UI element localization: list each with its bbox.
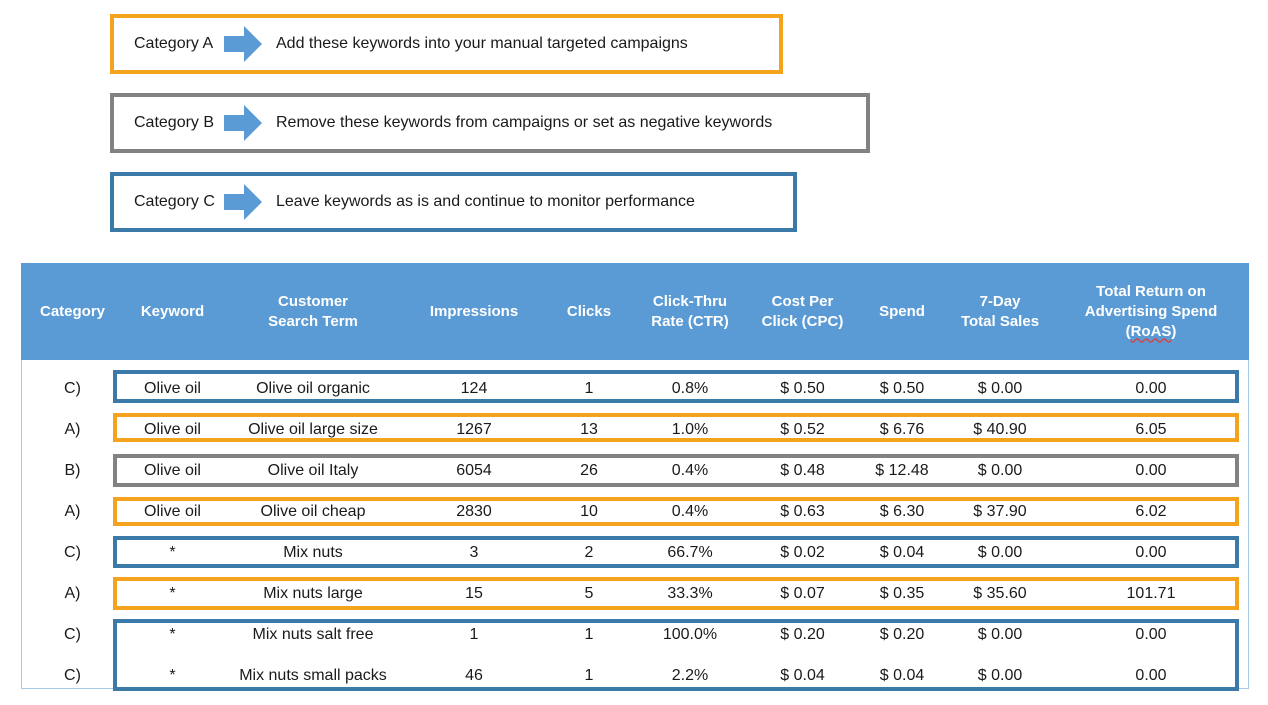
cell-sales: $ 0.00 [977, 544, 1023, 561]
cell-search-term: Mix nuts large [263, 585, 363, 602]
cell-sales: $ 35.60 [973, 585, 1027, 602]
cell-cpc: $ 0.63 [780, 503, 825, 520]
cell-clicks: 1 [584, 667, 594, 684]
header-keyword: Keyword [140, 302, 205, 320]
cell-category: A) [64, 503, 81, 520]
header-ctr: Click-Thru Rate (CTR) [651, 292, 729, 330]
cell-sales: $ 40.90 [973, 421, 1027, 438]
cell-category: C) [64, 626, 81, 643]
cell-roas: 0.00 [1135, 667, 1167, 684]
cell-sales: $ 0.00 [977, 380, 1023, 397]
table-row [21, 457, 1249, 485]
right-arrow-icon [224, 26, 262, 62]
cell-spend: $ 6.30 [879, 503, 925, 520]
cell-keyword: Olive oil [144, 462, 201, 479]
cell-clicks: 2 [584, 544, 594, 561]
cell-ctr: 66.7% [667, 544, 713, 561]
cell-ctr: 33.3% [667, 585, 713, 602]
cell-impressions: 46 [465, 667, 483, 684]
table-row [21, 662, 1249, 690]
cell-spend: $ 0.04 [879, 544, 925, 561]
header-roas-suffix: ) [1171, 322, 1177, 340]
cell-spend: $ 6.76 [879, 421, 925, 438]
cell-category: C) [64, 667, 81, 684]
header-impressions: Impressions [429, 302, 519, 320]
cell-spend: $ 0.20 [879, 626, 925, 643]
cell-sales: $ 0.00 [977, 462, 1023, 479]
cell-cpc: $ 0.52 [780, 421, 825, 438]
table-header [21, 263, 1249, 360]
table-row [21, 498, 1249, 526]
table-row [21, 580, 1249, 608]
cell-keyword: * [169, 667, 176, 684]
cell-sales: $ 37.90 [973, 503, 1027, 520]
cell-ctr: 1.0% [671, 421, 709, 438]
header-search-term: Customer Search Term [268, 292, 358, 330]
cell-cpc: $ 0.20 [780, 626, 825, 643]
cell-search-term: Olive oil cheap [260, 503, 366, 520]
legend-category-label: Category C [134, 193, 215, 210]
cell-cpc: $ 0.48 [780, 462, 825, 479]
table-row [21, 375, 1249, 403]
legend-category-label: Category A [134, 35, 214, 52]
cell-clicks: 1 [584, 626, 594, 643]
cell-keyword: * [169, 585, 176, 602]
cell-roas: 101.71 [1126, 585, 1176, 602]
table-row [21, 539, 1249, 567]
cell-ctr: 2.2% [671, 667, 709, 684]
header-clicks: Clicks [566, 302, 612, 320]
cell-sales: $ 0.00 [977, 626, 1023, 643]
cell-keyword: Olive oil [144, 503, 201, 520]
cell-spend: $ 0.35 [879, 585, 925, 602]
cell-ctr: 0.4% [671, 503, 709, 520]
cell-category: A) [64, 421, 81, 438]
cell-keyword: Olive oil [144, 421, 201, 438]
cell-roas: 0.00 [1135, 626, 1167, 643]
header-roas [1056, 263, 1246, 360]
legend-category-label: Category B [134, 114, 215, 131]
cell-clicks: 5 [584, 585, 594, 602]
cell-cpc: $ 0.02 [780, 544, 825, 561]
cell-search-term: Olive oil Italy [267, 462, 359, 479]
cell-keyword: * [169, 544, 176, 561]
cell-search-term: Mix nuts [283, 544, 343, 561]
cell-search-term: Olive oil organic [256, 380, 370, 397]
cell-clicks: 1 [584, 380, 594, 397]
cell-ctr: 0.4% [671, 462, 709, 479]
cell-search-term: Mix nuts small packs [239, 667, 387, 684]
cell-category: B) [64, 462, 81, 479]
cell-impressions: 1267 [456, 421, 492, 438]
cell-sales: $ 0.00 [977, 667, 1023, 684]
cell-clicks: 10 [580, 503, 598, 520]
cell-spend: $ 0.50 [879, 380, 925, 397]
cell-roas: 0.00 [1135, 380, 1167, 397]
cell-roas: 0.00 [1135, 544, 1167, 561]
cell-clicks: 13 [580, 421, 598, 438]
legend-description: Add these keywords into your manual targeted campaigns [276, 35, 688, 52]
cell-search-term: Mix nuts salt free [252, 626, 374, 643]
cell-roas: 6.02 [1135, 503, 1167, 520]
right-arrow-icon [224, 105, 262, 141]
legend-category-b [110, 93, 870, 153]
legend-description: Remove these keywords from campaigns or set as negative keywords [276, 114, 773, 131]
cell-keyword: * [169, 626, 176, 643]
cell-spend: $ 0.04 [879, 667, 925, 684]
table-row [21, 416, 1249, 444]
cell-roas: 0.00 [1135, 462, 1167, 479]
header-spend: Spend [879, 302, 925, 320]
cell-impressions: 3 [469, 544, 479, 561]
legend-category-a [110, 14, 783, 74]
table-row [21, 621, 1249, 649]
header-cpc: Cost Per Click (CPC) [761, 292, 844, 330]
cell-roas: 6.05 [1135, 421, 1167, 438]
cell-cpc: $ 0.07 [780, 585, 825, 602]
cell-category: A) [64, 585, 81, 602]
cell-category: C) [64, 544, 81, 561]
cell-ctr: 100.0% [662, 626, 718, 643]
cell-impressions: 15 [465, 585, 483, 602]
header-category: Category [39, 302, 106, 320]
header-roas-prefix: Total Return on Advertising Spend ( [1084, 282, 1218, 340]
cell-cpc: $ 0.50 [780, 380, 825, 397]
cell-category: C) [64, 380, 81, 397]
header-roas-abbr: RoAS [1130, 322, 1172, 340]
right-arrow-icon [224, 184, 262, 220]
cell-clicks: 26 [580, 462, 598, 479]
legend-description: Leave keywords as is and continue to monitor performance [276, 193, 695, 210]
cell-impressions: 124 [460, 380, 488, 397]
cell-impressions: 6054 [456, 462, 492, 479]
cell-search-term: Olive oil large size [248, 421, 378, 438]
cell-impressions: 1 [469, 626, 479, 643]
cell-keyword: Olive oil [144, 380, 201, 397]
legend-category-c [110, 172, 797, 232]
cell-spend: $ 12.48 [875, 462, 929, 479]
cell-cpc: $ 0.04 [780, 667, 825, 684]
header-sales: 7-Day Total Sales [960, 292, 1040, 330]
cell-impressions: 2830 [456, 503, 492, 520]
cell-ctr: 0.8% [671, 380, 709, 397]
